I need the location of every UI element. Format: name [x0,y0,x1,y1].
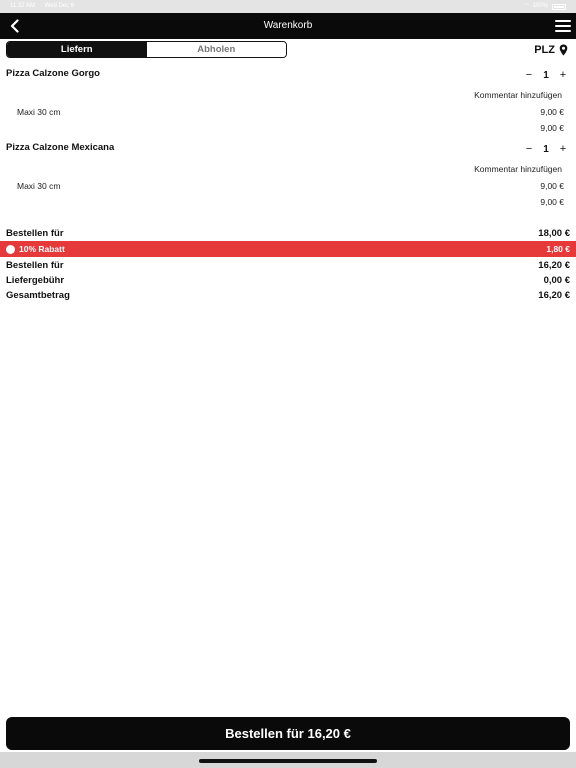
delivery-fee-value: 0,00 € [543,274,570,286]
after-discount-row [6,258,570,272]
after-discount-label: Bestellen für [6,259,64,271]
nav-bar [0,13,576,39]
variant-price: 9,00 € [540,181,564,191]
tab-abholen[interactable]: Abholen [147,42,287,57]
home-indicator [199,759,377,763]
item-total: 9,00 € [540,123,564,133]
hamburger-icon-line [555,20,571,22]
status-bar [0,0,576,13]
increase-button[interactable]: + [559,69,567,81]
quantity-value: 1 [543,143,549,155]
cart-item-name: Pizza Calzone Gorgo [6,68,100,79]
delivery-fee-row [6,273,570,287]
quantity-value: 1 [543,69,549,81]
plz-label: PLZ [534,44,555,56]
increase-button[interactable]: + [559,143,567,155]
place-order-button[interactable]: Bestellen für 16,20 € [6,717,570,750]
add-comment-link[interactable]: Kommentar hinzufügen [474,90,562,100]
status-date: Wed Dec 6 [44,3,75,9]
quantity-stepper [524,68,568,82]
grand-total-label: Gesamtbetrag [6,289,70,301]
subtotal-row [6,226,570,240]
item-total: 9,00 € [540,197,564,207]
status-time: 11:32 AM [10,3,35,9]
variant-price: 9,00 € [540,107,564,117]
after-discount-value: 16,20 € [538,259,570,271]
cart-item-name: Pizza Calzone Mexicana [6,142,115,153]
decrease-button[interactable]: − [525,69,533,81]
menu-button[interactable] [555,18,571,34]
decrease-button[interactable]: − [525,143,533,155]
subtotal-value: 18,00 € [538,227,570,239]
delivery-fee-label: Liefergebühr [6,274,65,286]
location-pin-icon [559,44,568,56]
grand-total-row [6,288,570,302]
plz-selector[interactable] [534,43,568,57]
hamburger-icon-line [555,30,571,32]
item-variant: Maxi 30 cm [17,181,61,191]
battery-percent: 100% [532,3,548,9]
discount-value: 1,80 € [546,244,570,254]
discount-row [0,241,576,257]
subtotal-label: Bestellen für [6,227,64,239]
discount-icon [6,245,15,254]
discount-label: 10% Rabatt [19,244,65,254]
item-variant: Maxi 30 cm [17,107,61,117]
battery-icon [552,4,566,10]
grand-total-value: 16,20 € [538,289,570,301]
delivery-mode-toggle [6,41,287,58]
wifi-icon: ◠ [523,3,529,9]
add-comment-link[interactable]: Kommentar hinzufügen [474,164,562,174]
quantity-stepper [524,142,568,156]
hamburger-icon-line [555,25,571,27]
page-title: Warenkorb [263,20,313,31]
tab-liefern[interactable]: Liefern [7,42,147,57]
